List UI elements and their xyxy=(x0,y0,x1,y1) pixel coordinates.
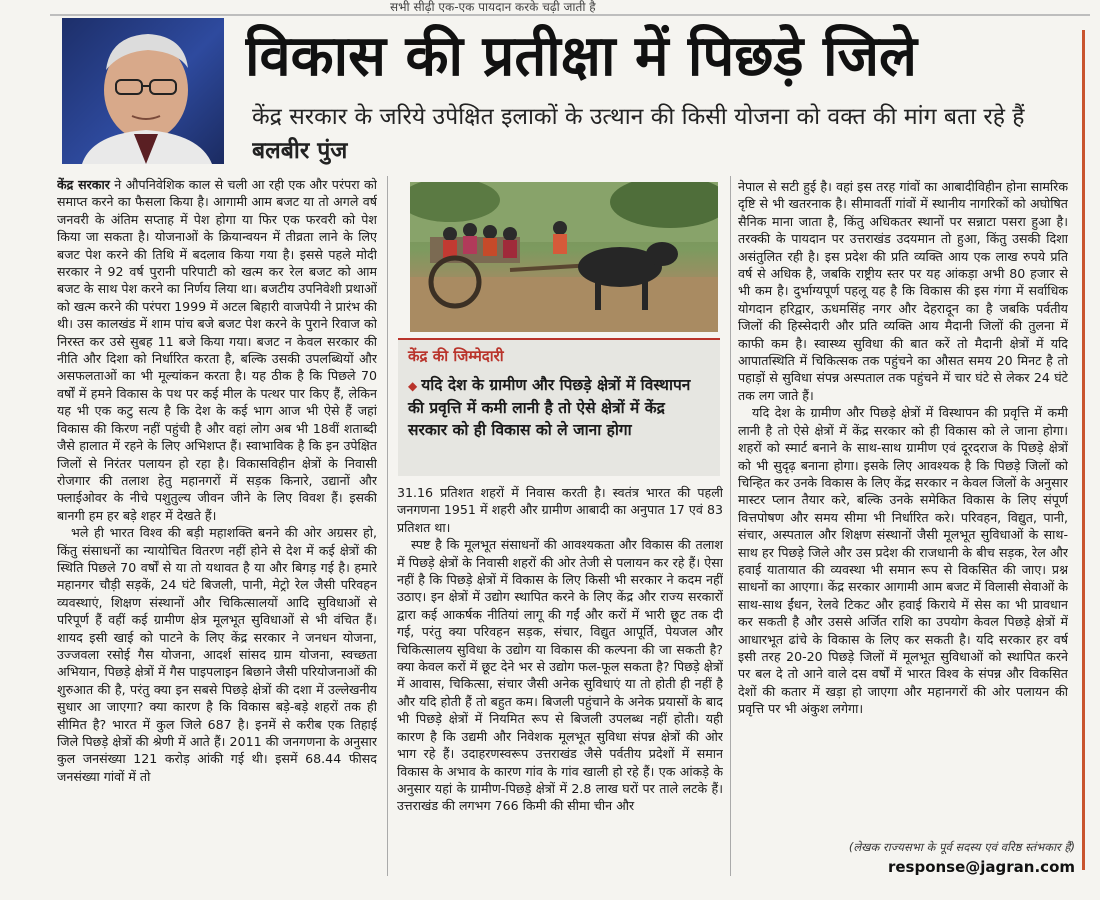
column-2 xyxy=(397,484,723,876)
lead-in: केंद्र सरकार xyxy=(57,177,110,192)
paragraph-text: ने औपनिवेशिक काल से चली आ रही एक और परंपरा को समाप्त करने का फैसला किया है। आगामी आम बजट या तो अगले वर्ष जनवरी के अंतिम सप्ताह में पेश होगा या फिर एक फरवरी को पेश किया जा सकता है। योजनाओं के क्रियान्वयन में तीव्रता लाने के लिए बजट पेश करने की तिथि में बदलाव किया गया है। इससे पहले मोदी सरकार ने 92 वर्ष पुरानी परिपाटी को खत्म कर रेल बजट को आम बजट के साथ पेश करने का निर्णय लिया था। बजटीय उपनिवेशी प्रथाओं को खत्म करने की परंपरा 1999 में अटल बिहारी वाजपेयी ने प्रारंभ की थी। उस कालखंड में शाम पांच बजे बजट पेश करने के पुराने रिवाज को निरस्त कर उसे सुबह 11 बजे किया गया। बजट न केवल सरकार की नीति और दिशा को निर्धारित करता है, बल्कि उसकी उपलब्धियों और असफलताओं का भी मूल्यांकन करता है। यह ठीक है कि पिछले 70 वर्षों में हमने विकास के पथ पर कई मील के पत्थर पार किए हैं, लेकिन यह भी एक कटु सत्य है कि देश के कई भाग आज भी ऐसे हैं जहां विकास की किरण नहीं पहुंची है और वहां लोग अब भी 18वीं शताब्दी जैसे हालात में रहने के लिए अभिशप्त हैं। स्वाभाविक है कि इन उपेक्षित जिलों से निरंतर पलायन हो रहा है। विकासविहीन क्षेत्रों के निवासी रोजगार की तलाश हेतु महानगरों में सड़क किनारे, उद्यानों और फ्लाईओवर के नीचे पशुतुल्य जीवन जीने के लिए विवश हैं। इसकी बानगी हम हर बड़े शहर में देखते हैं। xyxy=(57,177,377,523)
column-3 xyxy=(738,178,1068,836)
buffalo-cart-illustration xyxy=(410,182,718,332)
response-email: response@jagran.com xyxy=(887,858,1075,876)
pull-quote-text xyxy=(408,374,708,441)
diamond-bullet-icon: ◆ xyxy=(408,379,418,393)
deck xyxy=(252,100,1082,172)
deck-text: केंद्र सरकार के जरिये उपेक्षित इलाकों के उत्थान की किसी योजना को वक्त की मांग बता रहे हैं xyxy=(252,104,1025,130)
page-edge-rule xyxy=(1082,30,1085,870)
column-1 xyxy=(57,176,377,881)
author-note: (लेखक राज्यसभा के पूर्व सदस्य एवं वरिष्ठ स्तंभकार हैं) xyxy=(848,840,1075,854)
pull-quote-box xyxy=(398,338,720,476)
headline: विकास की प्रतीक्षा में पिछड़े जिले xyxy=(245,24,917,89)
author-portrait xyxy=(62,18,224,164)
news-photo xyxy=(410,182,718,332)
pull-quote-title: केंद्र की जिम्मेदारी xyxy=(408,347,504,365)
column-2-paragraph-2: स्पष्ट है कि मूलभूत संसाधनों की आवश्यकता और विकास की तलाश में पिछड़े क्षेत्रों के निवासी शहरों की ओर तेजी से पलायन कर रहे हैं। ऐसा नहीं है कि पिछड़े क्षेत्रों में विकास के लिए किसी भी सरकार ने कदम नहीं उठाए। इन क्षेत्रों में उद्योग स्थापित करने के लिए केंद्र और राज्य सरकारों द्वारा कई आकर्षक नीतियां लागू की गईं और करों में भारी छूट तक दी गई, परंतु क्या परिवहन सड़क, संचार, विद्युत आपूर्ति, पेयजल और चिकित्सालय सुविधा के उद्योग या विकास की कल्पना की जा सकती है? क्या केवल करों में छूट देने भर से उद्योग फल-फूल सकता है? पिछड़े क्षेत्रों में आवास, चिकित्सा, संचार जैसी अनेक सुविधाएं या तो होती ही नहीं है और यदि होती हैं तो बहुत कम। बिजली पहुंचाने के अनेक प्रयासों के बाद भी पिछड़े क्षेत्रों में नियमित रूप से बिजली उपलब्ध नहीं होती। यही कारण है कि उद्यमी और निवेशक मूलभूत सुविधा संपन्न क्षेत्रों की ओर भाग रहे हैं। उदाहरणस्वरूप उत्तराखंड जैसे पर्वतीय प्रदेशों में समान विकास के अभाव के कारण गांव के गांव खाली हो रहे हैं। एक आंकड़े के अनुसार यहां के ग्रामीण-पिछड़े क्षेत्रों में 2.8 लाख घरों पर ताले लटके हैं। उत्तराखंड की लगभग 766 किमी की सीमा चीन और xyxy=(397,537,723,814)
deck-author: बलबीर पुंज xyxy=(252,138,348,164)
portrait-illustration xyxy=(62,18,224,164)
column-3-paragraph-1: नेपाल से सटी हुई है। वहां इस तरह गांवों का आबादीविहीन होना सामरिक दृष्टि से भी खतरनाक है। सीमावर्ती गांवों में स्थानीय नागरिकों को अघोषित सैनिक माना जाता है, किंतु अधिकतर स्थानों पर सन्नाटा पसरा हुआ है। तरक्की के पायदान पर उत्तराखंड उदयमान तो हुआ, किंतु उसकी दिशा असंतुलित रही है। इस प्रदेश की प्रति व्यक्ति आय एक लाख रुपये प्रति वर्ष से अधिक है, जबकि राष्ट्रीय स्तर पर यह आंकड़ा अभी 80 हजार से भी कम है। दुर्भाग्यपूर्ण पहलू यह है कि विकास की इस गंगा में सर्वाधिक योगदान हरिद्वार, ऊधमसिंह नगर और देहरादून का है जबकि पर्वतीय जिलों की हिस्सेदारी और प्रति व्यक्ति आय मैदानी जिलों की तुलना में काफी कम है। स्वास्थ्य सुविधा की बात करें तो मैदानी क्षेत्रों में यदि आपातस्थिति में चिकित्सक तक पहुंचने का औसत समय 20 मिनट है तो पहाड़ों से सुविधा संपन्न अस्पताल तक पहुंचने में चार घंटे से लेकर 24 घंटे तक लग जाते हैं। xyxy=(738,179,1068,403)
column-1-paragraph-2: भले ही भारत विश्व की बड़ी महाशक्ति बनने की ओर अग्रसर हो, किंतु संसाधनों का न्यायोचित वितरण नहीं होने से देश में कई क्षेत्रों की स्थिति पिछले 70 वर्षों से या तो यथावत है या और बिगड़ गई है। हमारे महानगर चौड़ी सड़कें, 24 घंटे बिजली, पानी, मेट्रो रेल जैसी परिवहन व्यवस्थाएं, शिक्षण संस्थानों और चिकित्सालयों आदि सुविधाओं से परिपूर्ण हैं वहीं कई ग्रामीण क्षेत्र मूलभूत सुविधाओं से भी वंचित हैं। शायद इसी खाई को पाटने के लिए केंद्र सरकार ने जनधन योजना, उज्जवला रसोई गैस योजना, आदर्श सांसद ग्राम योजना, स्वच्छता अभियान, पिछड़े क्षेत्रों में गैस पाइपलाइन बिछाने जैसी परियोजनाओं की शुरुआत की है, परंतु क्या इन सबसे पिछड़े क्षेत्रों की दशा में उल्लेखनीय सुधार आ जाएगा? क्या कारण है कि विकास बड़े-बड़े शहरों तक ही सीमित है? भारत में कुल जिले 687 है। इनमें से करीब एक तिहाई जिले पिछड़े क्षेत्रों की श्रेणी में आते हैं। 2011 की जनगणना के अनुसार कुल जनसंख्या 121 करोड़ आंकी गई थी। इसमें 68.44 फीसद जनसंख्या गांवों में तो xyxy=(57,525,377,784)
column-divider xyxy=(387,176,388,876)
column-divider xyxy=(730,176,731,876)
column-3-paragraph-2: यदि देश के ग्रामीण और पिछड़े क्षेत्रों में विस्थापन की प्रवृत्ति में कमी लानी है तो ऐसे क्षेत्रों में केंद्र सरकार को ही विकास को ले जाना होगा। शहरों को स्मार्ट बनाने के साथ-साथ ग्रामीण एवं दूरदराज के पिछड़े क्षेत्रों को भी सुदृढ़ बनाना होगा। इसके लिए आवश्यक है कि पिछड़े जिलों को चिन्हित कर उनके विकास के लिए केंद्र सरकार न केवल जिलों के अनुसार मास्टर प्लान तैयार करे, बल्कि उनके समेकित विकास के लिए संपूर्ण वित्तपोषण और समय सीमा भी निर्धारित करे। परिवहन, विद्युत, पानी, संचार, अस्पताल और शिक्षण संस्थानों जैसी मूलभूत सुविधाओं के साथ-साथ हर पिछड़े जिले और उस प्रदेश की राजधानी के बीच सड़क, रेल और हवाई यातायात की व्यवस्था भी समान रूप से विकसित की जाए। प्रश्न साधनों का आएगा। केंद्र सरकार आगामी आम बजट में विलासी सेवाओं के साथ-साथ ईंधन, रेलवे टिकट और हवाई किराये में सेस का भी प्रावधान कर सकती है और उससे अर्जित राशि का उपयोग केवल पिछड़े क्षेत्रों में आधारभूत ढांचे के विकास के लिए कर सकती है। यदि सरकार हर वर्ष इसी तरह 20-20 पिछड़े जिलों में मूलभूत सुविधाओं को स्थापित करने पर बल दे तो आने वाले दस वर्षों में भारत विश्व के संपन्न और विकसित देशों की कतार में खड़ा हो जाएगा और महानगरों की ओर पलायन की प्रवृत्ति पर भी अंकुश लगेगा। xyxy=(738,405,1068,717)
pull-quote-body: यदि देश के ग्रामीण और पिछड़े क्षेत्रों में विस्थापन की प्रवृत्ति में कमी लानी है तो ऐसे क्षेत्रों में केंद्र सरकार को ही विकास को ले जाना होगा xyxy=(408,376,691,439)
top-strip-text: सभी सीढ़ी एक-एक पायदान करके चढ़ी जाती है xyxy=(390,0,596,14)
column-1-paragraph-1 xyxy=(57,176,377,524)
column-2-paragraph-1: 31.16 प्रतिशत शहरों में निवास करती है। स्वतंत्र भारत की पहली जनगणना 1951 में शहरी और ग्रामीण आबादी का अनुपात 17 एवं 83 प्रतिशत था। xyxy=(397,485,723,535)
top-divider xyxy=(50,14,1090,16)
